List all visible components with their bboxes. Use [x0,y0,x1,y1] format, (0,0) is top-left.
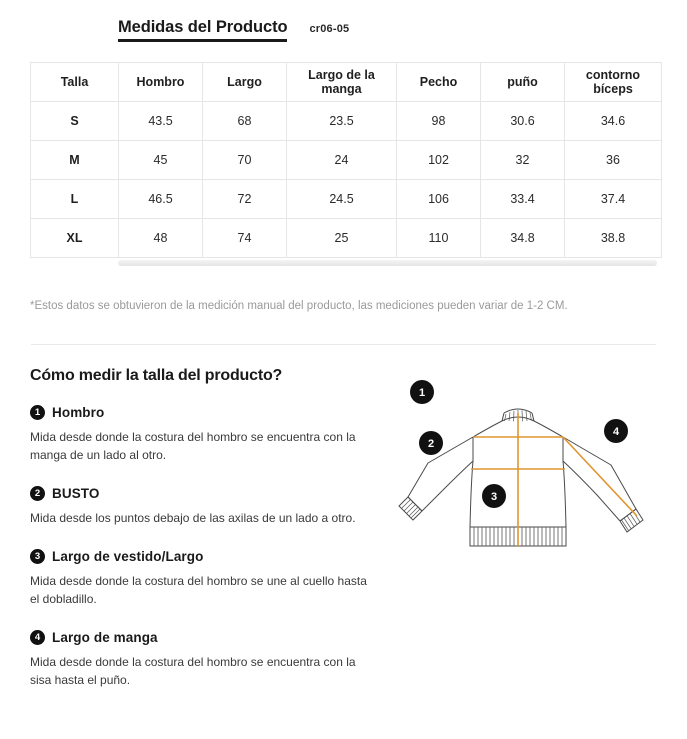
step-heading [30,405,390,420]
diagram-marker-1-label: 1 [418,387,426,400]
cell-size: S [31,102,119,141]
list-item [30,486,390,527]
column-header-puno: puño [481,63,565,102]
size-table-container [30,62,657,266]
step-label: Largo de vestido/Largo [52,549,204,565]
cell-biceps: 36 [565,141,662,180]
cell-largo: 74 [203,219,287,258]
size-table [30,62,662,258]
step-label: Hombro [52,405,105,421]
left-cuff-ribbing-icon [399,497,422,520]
header-inner [0,18,687,42]
step-description: Mida desde donde la costura del hombro se une al cuello hasta el dobladillo. [30,574,367,607]
cell-largo-manga: 24.5 [287,180,397,219]
step-description: Mida desde donde la costura del hombro se encuentra con la sisa hasta el puño. [30,655,356,688]
cell-largo-manga: 25 [287,219,397,258]
list-item [30,549,390,608]
table-horizontal-scrollbar[interactable] [118,260,657,266]
how-to-measure-section [0,367,687,727]
cell-pecho: 98 [397,102,481,141]
right-cuff-ribbing-icon [620,509,643,532]
diagram-marker-3 [482,484,506,508]
cell-biceps: 37.4 [565,180,662,219]
cell-size: L [31,180,119,219]
diagram-marker-1 [410,380,434,404]
step-number-badge-icon: 2 [30,486,45,501]
column-header-largo: Largo [203,63,287,102]
cell-biceps: 38.8 [565,219,662,258]
sweater-outline-icon [408,409,636,527]
step-description: Mida desde donde la costura del hombro se encuentra con la manga de un lado al otro. [30,430,356,463]
step-description: Mida desde los puntos debajo de las axilas de un lado a otro. [30,511,356,526]
cell-hombro: 45 [119,141,203,180]
cell-puno: 34.8 [481,219,565,258]
step-number-badge-icon: 3 [30,549,45,564]
list-item [30,630,390,689]
step-number-badge-icon: 1 [30,405,45,420]
diagram-marker-4 [604,419,628,443]
column-header-pecho: Pecho [397,63,481,102]
diagram-marker-2 [419,431,443,455]
column-header-biceps: contorno bíceps [565,63,662,102]
table-header-row [31,63,662,102]
diagram-marker-4-label: 4 [612,426,620,439]
column-header-hombro: Hombro [119,63,203,102]
cell-size: M [31,141,119,180]
table-row [31,141,662,180]
column-header-largo-manga: Largo de la manga [287,63,397,102]
cell-puno: 32 [481,141,565,180]
list-item [30,405,390,464]
measurement-steps-list [30,405,390,689]
step-number-badge-icon: 4 [30,630,45,645]
cell-largo-manga: 23.5 [287,102,397,141]
table-row [31,102,662,141]
diagram-marker-3-label: 3 [490,491,498,504]
cell-pecho: 110 [397,219,481,258]
product-code: cr06-05 [309,23,350,35]
cell-largo: 68 [203,102,287,141]
cell-pecho: 102 [397,141,481,180]
page-header [0,0,687,42]
section-divider [31,344,656,345]
cell-largo: 70 [203,141,287,180]
step-label: BUSTO [52,486,100,502]
table-row [31,180,662,219]
cell-hombro: 46.5 [119,180,203,219]
cell-hombro: 43.5 [119,102,203,141]
step-label: Largo de manga [52,630,158,646]
step-heading [30,630,390,645]
measurement-disclaimer: *Estos datos se obtuvieron de la medición manual del producto, las mediciones pueden variar de 1-2 CM. [30,300,568,312]
step-heading [30,486,390,501]
cell-puno: 30.6 [481,102,565,141]
cell-largo: 72 [203,180,287,219]
how-to-measure-title: Cómo medir la talla del producto? [30,367,283,385]
garment-diagram [398,369,668,569]
page-title: Medidas del Producto [118,18,287,42]
cell-hombro: 48 [119,219,203,258]
cell-pecho: 106 [397,180,481,219]
diagram-marker-2-label: 2 [427,438,435,451]
step-heading [30,549,390,564]
cell-biceps: 34.6 [565,102,662,141]
cell-largo-manga: 24 [287,141,397,180]
table-row [31,219,662,258]
cell-puno: 33.4 [481,180,565,219]
cell-size: XL [31,219,119,258]
sleeve-measure-line [563,437,637,516]
column-header-talla: Talla [31,63,119,102]
